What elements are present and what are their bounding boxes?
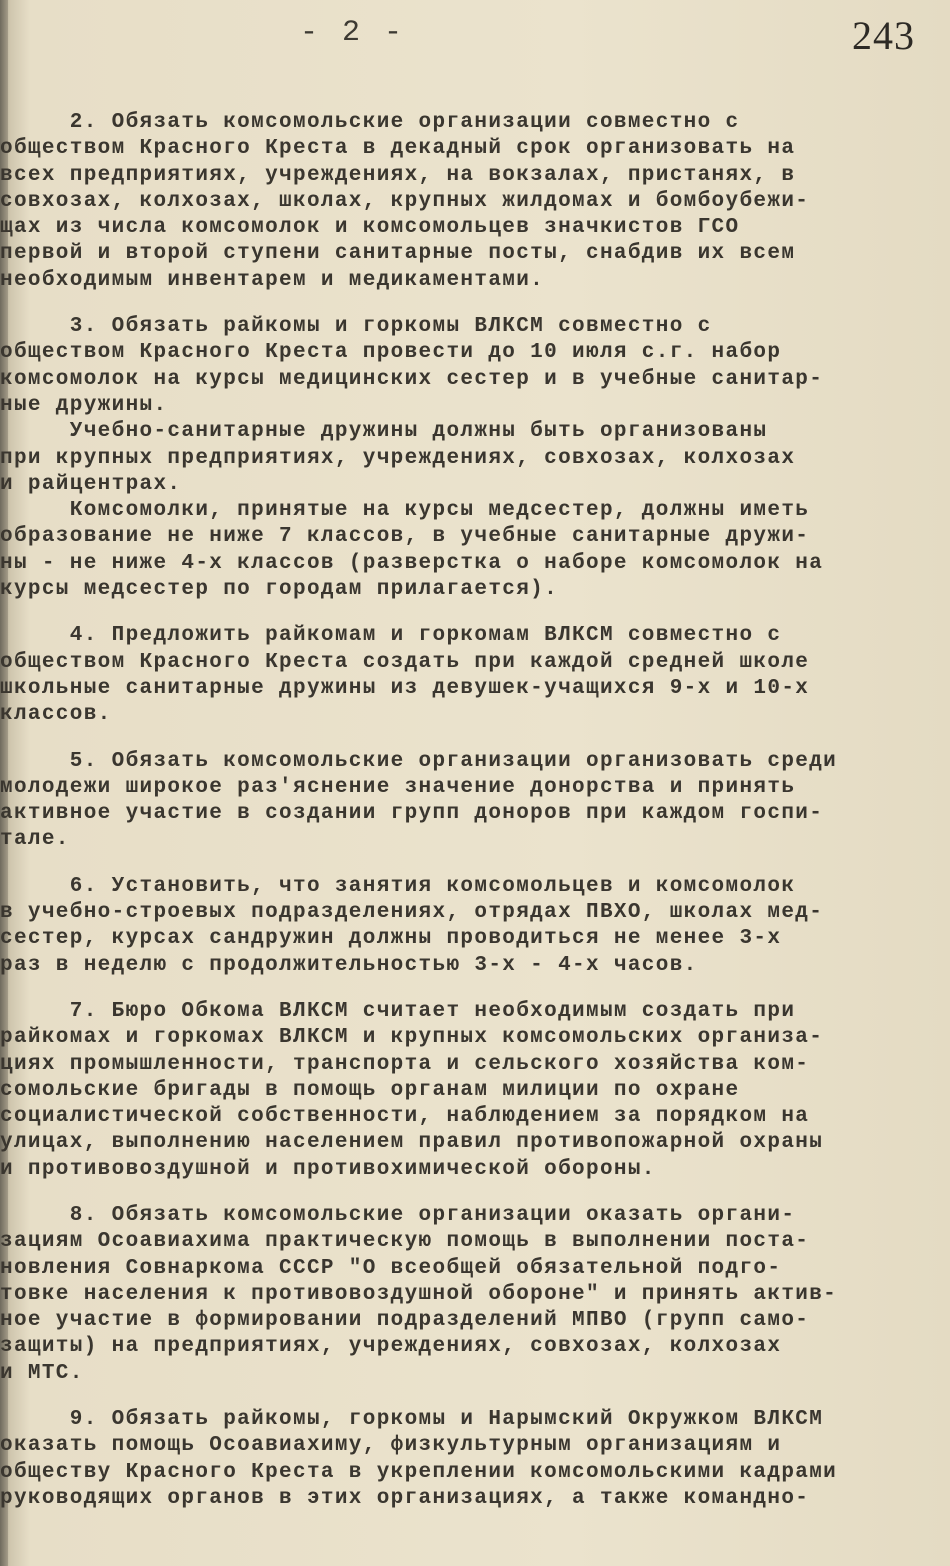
page-number: - 2 - (300, 16, 406, 50)
text-line: первой и второй ступени санитарные посты, снабдив их всем (0, 242, 796, 266)
text-line: и МТС. (0, 1361, 84, 1385)
paragraph-5 (0, 749, 940, 854)
paragraph-8 (0, 1203, 940, 1387)
text-line: сомольские бригады в помощь органам милиции по охране (0, 1078, 740, 1102)
text-line: улицах, выполнению населением правил противопожарной охраны (0, 1131, 824, 1155)
text-line: сестер, курсах сандружин должны проводиться не менее 3-х (0, 927, 782, 951)
text-line: курсы медсестер по городам прилагается). (0, 578, 559, 602)
text-line: руководящих органов в этих организациях, а также командно- (0, 1486, 810, 1510)
text-line: товке населения к противовоздушной обороне" и принять актив- (0, 1282, 838, 1306)
text-line: раз в неделю с продолжительностью 3-х - 4-х часов. (0, 953, 698, 977)
paragraph-4 (0, 623, 940, 728)
text-line: 5. Обязать комсомольские организации организовать среди (0, 749, 838, 773)
text-line: социалистической собственности, наблюдением за порядком на (0, 1105, 810, 1129)
text-line: тале. (0, 828, 70, 852)
text-line: 6. Установить, что занятия комсомольцев и комсомолок (0, 874, 796, 898)
text-line: 7. Бюро Обкома ВЛКСМ считает необходимым создать при (0, 999, 796, 1023)
text-line: 9. Обязать райкомы, горкомы и Нарымский Окружком ВЛКСМ (0, 1408, 824, 1432)
text-line: ные дружины. (0, 393, 168, 417)
text-line: классов. (0, 703, 112, 727)
text-line: райкомах и горкомах ВЛКСМ и крупных комсомольских организа- (0, 1026, 824, 1050)
text-line: зациям Осоавиахима практическую помощь в выполнении поста- (0, 1230, 810, 1254)
text-line: 3. Обязать райкомы и горкомы ВЛКСМ совместно с (0, 315, 712, 339)
text-line: 4. Предложить райкомам и горкомам ВЛКСМ совместно с (0, 624, 782, 648)
text-line: в учебно-строевых подразделениях, отрядах ПВХО, школах мед- (0, 901, 824, 925)
text-line: обществом Красного Креста провести до 10 июля с.г. набор (0, 341, 782, 365)
text-line: школьные санитарные дружины из девушек-учащихся 9-х и 10-х (0, 676, 810, 700)
text-line: обществу Красного Креста в укреплении комсомольскими кадрами (0, 1460, 838, 1484)
text-line: Учебно-санитарные дружины должны быть организованы (0, 420, 768, 444)
text-line: совхозах, колхозах, школах, крупных жилдомах и бомбоубежи- (0, 189, 810, 213)
text-line: комсомолок на курсы медицинских сестер и в учебные санитар- (0, 367, 824, 391)
text-line: молодежи широкое раз'яснение значение донорства и принять (0, 775, 796, 799)
text-line: всех предприятиях, учреждениях, на вокзалах, пристанях, в (0, 163, 796, 187)
paragraph-3 (0, 314, 940, 603)
text-line: ны - не ниже 4-х классов (разверстка о наборе комсомолок на (0, 551, 824, 575)
text-line: ное участие в формировании подразделений МПВО (групп само- (0, 1309, 810, 1333)
text-line: обществом Красного Креста создать при каждой средней школе (0, 650, 810, 674)
archive-sheet-number: 243 (852, 13, 915, 58)
text-line: при крупных предприятиях, учреждениях, совхозах, колхозах (0, 446, 796, 470)
text-line: образование не ниже 7 классов, в учебные санитарные дружи- (0, 525, 810, 549)
text-line: новления Совнаркома СССР "О всеобщей обязательной подго- (0, 1256, 782, 1280)
text-line: защиты) на предприятиях, учреждениях, совхозах, колхозах (0, 1335, 782, 1359)
text-line: активное участие в создании групп доноров при каждом госпи- (0, 802, 824, 826)
text-line: и райцентрах. (0, 472, 182, 496)
text-line: 8. Обязать комсомольские организации оказать органи- (0, 1203, 796, 1227)
paragraph-9 (0, 1407, 940, 1512)
text-line: необходимым инвентарем и медикаментами. (0, 268, 545, 292)
paragraph-6 (0, 874, 940, 979)
text-line: циях промышленности, транспорта и сельского хозяйства ком- (0, 1052, 810, 1076)
text-line: Комсомолки, принятые на курсы медсестер, должны иметь (0, 499, 810, 523)
text-line: и противовоздушной и противохимической обороны. (0, 1157, 656, 1181)
paragraph-2 (0, 110, 940, 294)
document-body (0, 110, 940, 1532)
text-line: щах из числа комсомолок и комсомольцев значкистов ГСО (0, 216, 740, 240)
text-line: обществом Красного Креста в декадный срок организовать на (0, 137, 796, 161)
paragraph-7 (0, 999, 940, 1183)
text-line: 2. Обязать комсомольские организации совместно с (0, 111, 740, 134)
text-line: оказать помощь Осоавиахиму, физкультурным организациям и (0, 1434, 782, 1458)
